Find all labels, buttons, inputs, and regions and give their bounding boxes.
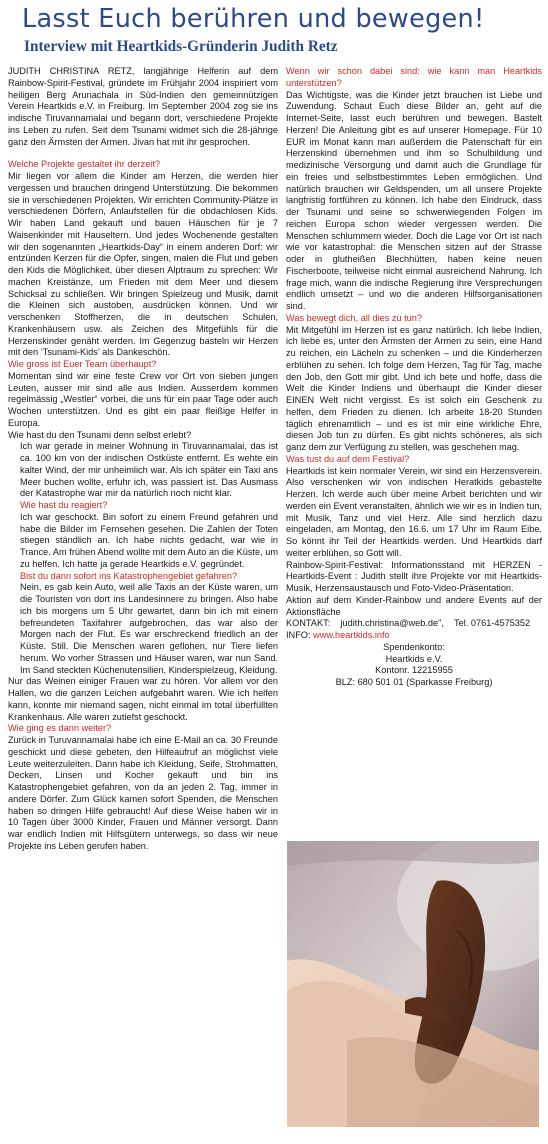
interview-paragraph: Rainbow-Spirit-Festival: Informationsstand mit HERZEN - Heartkids-Event : Judith stellt ihre Projekte vor mit Heartkids-Musik, Herzensaustausch und Foto-Video-Präsentation. xyxy=(286,559,542,593)
interview-question: Wie ging es dann weiter? xyxy=(8,723,112,734)
interview-question: Wie gross ist Euer Team überhaupt? xyxy=(8,359,157,369)
interview-paragraph: Heartkids ist kein normaler Verein, wir sind ein Herzensverein. Also verschenken wir von indischen Heratkids gebastelte Herzen. Ich werde auch über meine Arbeit berichten und wir werden ein Event veranstalten, ähnlich wie wir es in Indien tun, mit Musik, Tanz und viel Herz. Alle sind herzlich dazu eingeladen, am Montag, den 16.6. um 17 Uhr im Raum Eibe. So könnt ihr Teil der Heartkids werden. Und Heartkids darf weiter erblühen, so Gott will. xyxy=(286,465,542,558)
paragraph-gap xyxy=(8,148,278,159)
interview-question: Welche Projekte gestaltet ihr derzeit? xyxy=(8,159,161,170)
interview-paragraph: Ich war geschockt. Bin sofort zu einem Freund gefahren und habe die Bilder im Fernsehen gesehen. Die Zahlen der Toten stiegen ständlich an. Ich habe nichts gedacht, war wie in Trance. Am frühen Abend wollte mit dem Auto an die Küste, um zu helfen. Ich hatte ja gerade Heartkids e.V. gegründet. xyxy=(20,511,278,569)
interview-paragraph: Zurück in Turuvannamalai habe ich eine E-Mail an ca. 30 Freunde geschickt und diese gebeten, den Hilfeaufruf an möglichst viele Leute weiterzuleiten. Dann habe ich Kleidung, Seife, Strohmatten, Decken, Linsen und Kocher gekauft und bin ins Katastrophengebiet gefahren, von da an jeden 2. Tag, immer in andere Dörfer. Zum Glück kamen sofort Spenden, die Menschen haben so dringen Hilfe gebraucht! Auf diese Weise haben wir in 10 Tagen über 3000 Kinder, Frauen und Männer versorgt. Dann war endlich Indien mit Hilfsgütern unterwegs, so dass wir neue Projekte ins Leben gerufen haben. xyxy=(8,735,278,851)
interview-paragraph: Nein, es gab kein Auto, weil alle Taxis an der Küste waren, um die Touristen von dort ins Landesinnere zu bringen. Also habe ich bis morgens um 5 Uhr gewartet, dann bin ich mit einem befreundeten Taxifahrer aufgebrochen, das war also der Morgen nach der Flut. Es war erschreckend friedlich an der Küste. Still. Die Menschen waren geflohen, nur Tiere liefen herum. Wo vorher Strassen und Häuser waren, war nun Sand. Im Sand steckten Küchenutensilien, Kinderspielzeug, Kleidung. xyxy=(20,582,278,675)
contact-line xyxy=(286,618,542,630)
interview-paragraph: Ich war gerade in meiner Wohnung in Tiruvannamalai, das ist ca. 100 km von der indischen Ostküste entfernt. Es wehte ein kalter Wind, der mir unheimlich war. Als ich später ein Taxi ans Meer buchen wollte, erfuhr ich, was passiert ist. Das Ausmass der Katastrophe war mir da natürlich noch nicht klar. xyxy=(20,441,278,499)
column-right xyxy=(286,66,542,689)
interview-paragraph: Wie hast du den Tsunami denn selbst erlebt? xyxy=(8,429,192,440)
interview-paragraph: Mit Mitgefühl im Herzen ist es ganz natürlich. Ich liebe Indien, ich liebe es, unter den Ärmsten der Armen zu sein, eine Hand zu reichen, ein Lächeln zu schenken – und die Kinderherzen erblühen zu sehen. Ich folge dem Herzen, Tag für Tag, mache den Job, den Gott mir gibt. Und ich bete und hoffe, dass die Welt die Kinder Indiens und überhaupt die Kinder dieser EINEN Welt nicht vergisst. Es ist solch ein Geschenk zu helfen, dem Frieden zu dienen. Ich arbeite 18-20 Stunden täglich ehrenamtlich – und es ist mir eine wirkliche Ehre, diesen Job tun zu dürfen. Es gibt nichts schöneres, als sich ganz dem zur Verfügung zu stellen, was geschehen mag. xyxy=(286,324,542,452)
interview-question: Wenn wir schon dabei sind: wie kann man Heartkids unterstützen? xyxy=(286,66,542,88)
bank-name: Heartkids e.V. xyxy=(385,653,443,664)
hands-image xyxy=(287,841,539,1127)
contact-label: KONTAKT: xyxy=(286,618,331,629)
contact-phone: Tel. 0761-4575352 xyxy=(454,618,531,629)
interview-paragraph: JUDITH CHRISTINA RETZ, langjährige Helferin auf dem Rainbow-Spirit-Festival, gründete im Frühjahr 2004 inspiriert vom heiligen Berg Arunachala in Süd-Indien den gemeinnützigen Verein Heartkids e.V. in Freiburg. Im September 2004 zog sie ins indische Tiruvannamalai und begann dort, verschiedene Projekte ins Leben zu rufen. Seit dem Tsunami widmet sich die 28-jährige ganz den Ärmsten der Armen. Jivan hat mit ihr gesprochen. xyxy=(8,66,278,147)
bank-heading: Spendenkonto: xyxy=(383,641,445,652)
interview-paragraph: Mir liegen vor allem die Kinder am Herzen, die werden hier vergessen und brauchen dringend Unterstützung. Die bekommen sie in verschiedenen Projekten. Wir errichten Community-Plätze in verschiedenen Dörfern, Anlaufstellen für die obdachlosen Kids. Wir haben Land gekauft und bauen Häuschen für je 7 Waisenkinder mit Hauseltern. Und jedes Wochenende gestalten wir den sogenannten „Heartkids-Day“ in einem anderen Dorf: wir entzünden Kerzen für die Opfer, singen, malen die Flut und geben den Kids die Möglichkeit, über diesen Alptraum zu sprechen: Wir machen Kreistänze, um Frieden mit dem Meer und diesem Schicksal zu schließen. Wir bringen Spielzeug und Musik, damit die Kleinen sich austoben, ausdrücken können. Und wir verschenken Stoffherzen, die in deutschen Schulen, Krankenhäusern usw. als Zeichen des Mitgefühls für die Herzenskinder genäht werden. Im Gegenzug basteln wir Herzen mit den ‘Tsunami-Kids’ als Dankeschön. xyxy=(8,171,278,358)
column-left xyxy=(8,66,278,853)
hands-photo xyxy=(287,841,539,1127)
article-title: Lasst Euch berühren und bewegen! xyxy=(22,4,485,34)
bank-account: Kontonr. 12215955 xyxy=(375,665,453,676)
website-link[interactable]: www.heartkids.info xyxy=(313,630,390,640)
interview-paragraph: Momentan sind wir eine feste Crew vor Ort von sieben jungen Leuten, ausser mir sind alle aus Indien. Ausserdem kommen regelmässig „Westler“ vorbei, die uns für ein paar Tage oder auch Wochen unterstützen. Und es gibt ein paar fleißige Helfer in Europa. xyxy=(8,370,278,428)
article-subtitle: Interview mit Heartkids-Gründerin Judith Retz xyxy=(24,38,338,55)
interview-question: Was tust du auf dem Festival? xyxy=(286,453,410,464)
interview-question: Bist du dann sofort ins Katastrophengebiet gefahren? xyxy=(20,570,238,581)
interview-paragraph: Das Wichtigste, was die Kinder jetzt brauchen ist Liebe und Zuwendung. Schaut Euch diese Bilder an, geht auf die Internet-Seite, lasst euch berühren und bewegen. Bastelt Herzen! Die Anleitung gibt es auf unserer Homepage. Für 10 EUR im Monat kann man außerdem die Patenschaft für ein Herzenskind übernehmen und ihm so Schulbildung und medizinische Versorgung und damit auch die Grundlage für ein freies und selbstbestimmtes Leben ermöglichen. Und natürlich brauchen wir Geldspenden, um all unsere Projekte langfristig fortführen zu können. Ich habe den Eindruck, dass der Tsunami und seine so schwerwiegenden Folgen im reichen Europa schon wieder vergessen werden. Die Menschen schlummern wieder. Doch die Lage vor Ort ist nach wie vor katastrophal: die Menschen sitzen auf der Strasse oder in glutheißen Blechhütten, haben keine neuen Fischerboote, teilweise nicht einmal ausreichend Nahrung. Ich frage mich, wann die indische Regierung ihre Versprechungen endlich umsetzt – und wo die anderen Hilfsorganisationen sind. xyxy=(286,89,542,311)
bank-blz: BLZ: 680 501 01 (Sparkasse Freiburg) xyxy=(335,677,493,687)
info-label: INFO: xyxy=(286,630,311,640)
interview-question: Was bewegt dich, all dies zu tun? xyxy=(286,312,423,323)
interview-paragraph: Aktion auf dem Kinder-Rainbow und andere Events auf der Aktionsfläche xyxy=(286,594,542,617)
contact-email[interactable]: judith.christina@web.de", xyxy=(340,618,444,629)
interview-paragraph: Nur das Weinen einiger Frauen war zu hören. Vor allem vor den Hallen, wo die ganzen Leichen aufgebahrt waren. Wie ich helfen kann, konnte mir niemand sagen, nicht einmal im total überfüllten Krankenhaus. Alle waren zutiefst geschockt. xyxy=(8,676,278,722)
interview-question: Wie hast du reagiert? xyxy=(20,500,108,510)
info-line xyxy=(286,630,542,642)
